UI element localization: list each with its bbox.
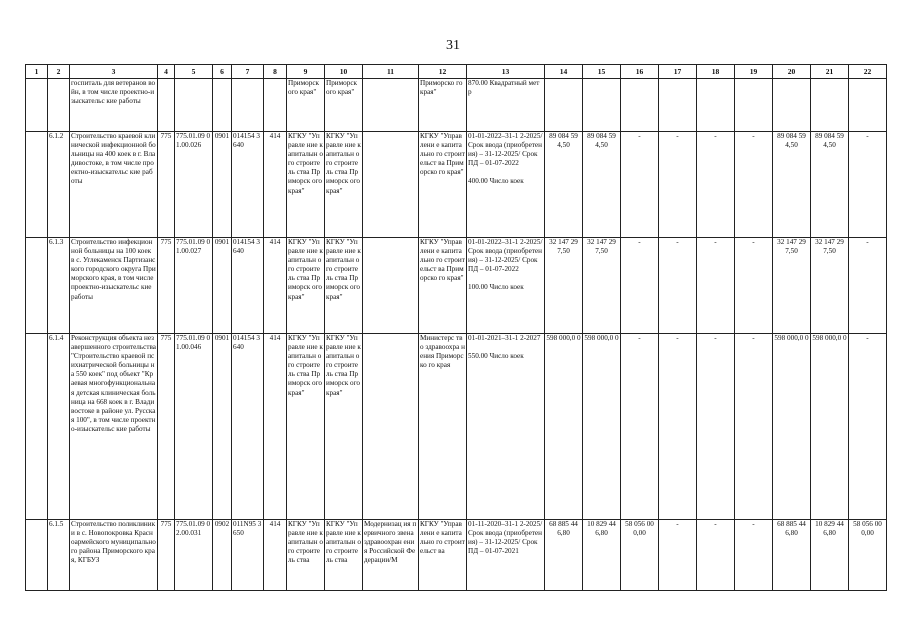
table-cell [363, 79, 419, 132]
table-cell: Строительство инфекционной больницы на 100 коек в с. Углекаменск Партизанского городского округа Приморского края, в том числе проектно-изыскательс кие работы [70, 238, 158, 334]
table-cell [26, 79, 48, 132]
table-cell: Строительство поликлиники в с. Новопокровка Красноармейского муниципального района Приморского края, КГБУЗ [70, 520, 158, 591]
table-cell: 89 084 59 4,50 [773, 132, 811, 238]
table-cell: - [659, 238, 697, 334]
column-number: 8 [264, 65, 287, 79]
table-cell: - [849, 334, 887, 520]
table-cell: 011N95 3650 [232, 520, 264, 591]
table-cell: - [735, 132, 773, 238]
table-cell [26, 132, 48, 238]
table-cell: 10 829 44 6,80 [811, 520, 849, 591]
table-cell: 32 147 29 7,50 [811, 238, 849, 334]
table-cell: 68 885 44 6,80 [773, 520, 811, 591]
table-cell: - [697, 334, 735, 520]
table-cell: 58 056 00 0,00 [621, 520, 659, 591]
column-number: 10 [325, 65, 363, 79]
table-cell: - [697, 132, 735, 238]
table-cell: 014154 3640 [232, 132, 264, 238]
table-cell [583, 79, 621, 132]
table-cell: КГКУ "Управле ние капитальн ого строитель ства Приморск ого края" [287, 238, 325, 334]
column-number: 13 [467, 65, 545, 79]
table-cell: - [621, 238, 659, 334]
table-cell: КГКУ "Управле ние капиталын ого строитель ства [325, 520, 363, 591]
table-row [26, 334, 887, 520]
table-cell: 01-01-2021–31-1 2-2027 550.00 Число коек [467, 334, 545, 520]
table-cell [363, 238, 419, 334]
table-cell: - [735, 238, 773, 334]
table-cell: КГКУ "Управлени е капитально го строительст ва [419, 520, 467, 591]
table-cell: 775.01.09 02.00.031 [175, 520, 213, 591]
table-cell [659, 79, 697, 132]
table-cell [545, 79, 583, 132]
table-cell: КГКУ "Управле ние капитальн ого строитель ства Приморск ого края" [325, 132, 363, 238]
table-cell: Реконструкция объекта незавершенного строительства "Строительство краевой психиатрической больницы на 550 коек" под объект "Краевая многофункциональная детская клиническая больница на 668 коек в г. Владивостоке в районе ул. Русская 100", в том числе проектно-изыскательс кие работы [70, 334, 158, 520]
table-cell [621, 79, 659, 132]
table-cell [697, 79, 735, 132]
table-cell: 0901 [213, 132, 232, 238]
table-row [26, 132, 887, 238]
column-number: 22 [849, 65, 887, 79]
column-number: 19 [735, 65, 773, 79]
column-number: 3 [70, 65, 158, 79]
table-cell: 414 [264, 334, 287, 520]
table-cell: 775.01.09 01.00.046 [175, 334, 213, 520]
table-cell [158, 79, 175, 132]
table-cell: 775 [158, 334, 175, 520]
table-cell: 014154 3640 [232, 238, 264, 334]
table-cell: 0901 [213, 238, 232, 334]
table-cell [175, 79, 213, 132]
table-cell: - [735, 520, 773, 591]
table-cell [48, 79, 70, 132]
table-cell [26, 238, 48, 334]
table-cell: 32 147 29 7,50 [773, 238, 811, 334]
table-cell: - [849, 238, 887, 334]
column-number: 4 [158, 65, 175, 79]
column-number: 15 [583, 65, 621, 79]
table-cell [26, 334, 48, 520]
column-number: 11 [363, 65, 419, 79]
table-cell: - [659, 334, 697, 520]
table-cell: 598 000,0 0 [773, 334, 811, 520]
column-number-row [26, 65, 887, 79]
table-cell: 32 147 29 7,50 [583, 238, 621, 334]
table-cell: 598 000,0 0 [811, 334, 849, 520]
table-cell [735, 79, 773, 132]
table-cell: госпиталь для ветеранов войн, в том числе проектно-изыскательс кие работы [70, 79, 158, 132]
table-cell: 775 [158, 238, 175, 334]
table-cell: 6.1.5 [48, 520, 70, 591]
table-cell: КГКУ "Управлени е капитально го строительст ва Приморско го края" [419, 132, 467, 238]
table-cell: 6.1.4 [48, 334, 70, 520]
table-cell: - [621, 334, 659, 520]
table-cell: - [735, 334, 773, 520]
table-cell: КГКУ "Управле ние капиталын ого строитель ства Приморск ого края" [287, 132, 325, 238]
table-cell: 68 885 44 6,80 [545, 520, 583, 591]
column-number: 20 [773, 65, 811, 79]
table-cell: Строительство краевой клинической инфекционной больницы на 400 коек в г. Владивостоке, в том числе проектно-изыскательс кие работы [70, 132, 158, 238]
column-number: 9 [287, 65, 325, 79]
table-cell [811, 79, 849, 132]
table-cell: - [621, 132, 659, 238]
column-number: 16 [621, 65, 659, 79]
table-cell: - [659, 520, 697, 591]
table-cell: 58 056 00 0,00 [849, 520, 887, 591]
table-cell: КГКУ "Управле ние капиталын ого строитель ства [287, 520, 325, 591]
table-cell: КГКУ "Управле ние капитальн ого строитель ства Приморск ого края" [325, 334, 363, 520]
column-number: 21 [811, 65, 849, 79]
table-cell: 01-01-2022–31-1 2-2025/ Срок ввода (приобретения) – 31-12-2025/ Срок ПД – 01-07-2022 400.00 Число коек [467, 132, 545, 238]
table-cell: КГКУ "Управле ние капитальн ого строитель ства Приморск ого края" [287, 334, 325, 520]
table-cell: 10 829 44 6,80 [583, 520, 621, 591]
table-cell: - [697, 238, 735, 334]
table-cell: 775.01.09 01.00.026 [175, 132, 213, 238]
table-cell [773, 79, 811, 132]
table-cell [213, 79, 232, 132]
table-cell: 598 000,0 0 [545, 334, 583, 520]
table-cell: 6.1.2 [48, 132, 70, 238]
page-number: 31 [446, 38, 460, 53]
table-cell: Модернизац ия первичного звена здравоохран ения Российской Федерации/М [363, 520, 419, 591]
table-cell [849, 79, 887, 132]
column-number: 17 [659, 65, 697, 79]
table-row [26, 79, 887, 132]
column-number: 1 [26, 65, 48, 79]
table-cell: Министерс тво здравоохра нения Приморско го края [419, 334, 467, 520]
table-cell: 01-01-2022–31-1 2-2025/ Срок ввода (приобретения) – 31-12-2025/ Срок ПД – 01-07-2022 100.00 Число коек [467, 238, 545, 334]
table-cell: 414 [264, 238, 287, 334]
table-cell [363, 132, 419, 238]
column-number: 18 [697, 65, 735, 79]
table-cell: 775 [158, 520, 175, 591]
table-cell: 32 147 29 7,50 [545, 238, 583, 334]
table-cell: 89 084 59 4,50 [545, 132, 583, 238]
column-number: 12 [419, 65, 467, 79]
table-cell: 6.1.3 [48, 238, 70, 334]
table-cell [363, 334, 419, 520]
table-cell: КГКУ "Управлени е капитально го строительст ва Приморско го края" [419, 238, 467, 334]
table-cell [232, 79, 264, 132]
column-number: 14 [545, 65, 583, 79]
table-cell: - [697, 520, 735, 591]
table-cell: - [849, 132, 887, 238]
table-cell: 0902 [213, 520, 232, 591]
table-cell: 89 084 59 4,50 [583, 132, 621, 238]
table-cell [26, 520, 48, 591]
column-number: 6 [213, 65, 232, 79]
table-cell: 014154 3640 [232, 334, 264, 520]
table-cell: 775.01.09 01.00.027 [175, 238, 213, 334]
budget-table [25, 64, 887, 591]
table-cell: 01-11-2020–31-1 2-2025/ Срок ввода (приобретения) – 31-12-2025/ Срок ПД – 01-07-2021 [467, 520, 545, 591]
table-row [26, 238, 887, 334]
table-cell: 89 084 59 4,50 [811, 132, 849, 238]
table-cell: - [659, 132, 697, 238]
table-cell: КГКУ "Управле ние капитальн ого строитель ства Приморск ого края" [325, 238, 363, 334]
column-number: 7 [232, 65, 264, 79]
table-cell: 870.00 Квадратный метр [467, 79, 545, 132]
table-cell: 414 [264, 132, 287, 238]
table-cell: 598 000,0 0 [583, 334, 621, 520]
table-cell: 775 [158, 132, 175, 238]
table-cell: 414 [264, 520, 287, 591]
table-row [26, 520, 887, 591]
table-cell: 0901 [213, 334, 232, 520]
table-cell: Приморск ого края" [325, 79, 363, 132]
column-number: 2 [48, 65, 70, 79]
column-number: 5 [175, 65, 213, 79]
table-cell: Приморско го края" [419, 79, 467, 132]
table-cell: Приморск ого края" [287, 79, 325, 132]
table-cell [264, 79, 287, 132]
